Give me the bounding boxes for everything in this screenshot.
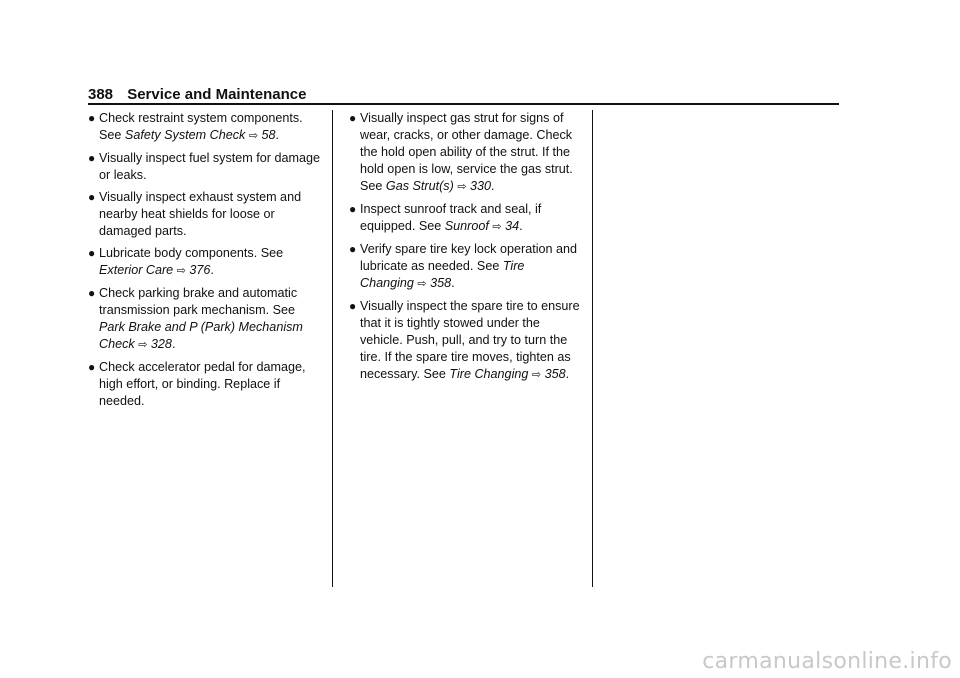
page-reference-arrow-icon: ⇨ [248, 130, 259, 142]
page-reference-number[interactable]: 328 [150, 337, 172, 351]
bullet-icon: ● [88, 360, 96, 374]
column-divider-right [592, 110, 593, 587]
bullet-icon: ● [88, 246, 96, 260]
page-reference-arrow-icon: ⇨ [176, 265, 186, 277]
bullet-icon: ● [88, 190, 96, 204]
watermark: carmanualsonline.info [702, 649, 952, 674]
list-item [88, 110, 324, 145]
item-text: Check accelerator pedal for damage, high effort, or binding. Replace if needed. [99, 360, 306, 408]
item-punctuation: . [451, 276, 455, 290]
item-text: Verify spare tire key lock operation and lubricate as needed. See [360, 242, 578, 273]
list-item [88, 285, 324, 354]
cross-reference-link[interactable]: Tire Changing [360, 259, 525, 290]
item-text: Check restraint system components. See [99, 111, 303, 142]
page-reference-number[interactable]: 34 [505, 219, 520, 233]
bullet-icon: ● [88, 151, 96, 165]
column-middle [349, 110, 581, 389]
item-text: Visually inspect gas strut for signs of wear, cracks, or other damage. Check the hold open ability of the strut. If the hold open is low, service the gas strut. See [360, 111, 573, 193]
cross-reference-link[interactable]: Park Brake and P (Park) Mechanism Check [99, 320, 303, 351]
page-reference-number[interactable]: 58 [261, 128, 276, 142]
page-reference-number[interactable]: 376 [189, 263, 211, 277]
item-punctuation: . [275, 128, 280, 142]
list-item [88, 189, 324, 240]
list-item [88, 245, 324, 280]
page-reference-arrow-icon: ⇨ [531, 369, 542, 381]
cross-reference-link[interactable]: Sunroof [444, 219, 489, 233]
list-item [88, 359, 324, 410]
checklist-middle [349, 110, 581, 384]
item-text: Visually inspect fuel system for damage or leaks. [99, 151, 320, 182]
page-reference-arrow-icon: ⇨ [417, 278, 427, 290]
list-item [349, 298, 581, 384]
checklist-left [88, 110, 324, 410]
page-reference-number[interactable]: 358 [544, 367, 566, 381]
page-reference-number[interactable]: 330 [470, 179, 492, 193]
page-reference-arrow-icon: ⇨ [138, 339, 148, 351]
column-left [88, 110, 324, 415]
item-punctuation: . [210, 263, 214, 277]
item-punctuation: . [519, 219, 523, 233]
bullet-icon: ● [349, 242, 357, 256]
item-text: Visually inspect the spare tire to ensure that it is tightly stowed under the vehicle. Push, pull, and try to turn the tire. If the spare tire moves, tighten as necessary. See [360, 299, 580, 381]
item-text: Lubricate body components. See [99, 246, 284, 260]
cross-reference-link[interactable]: Safety System Check [124, 128, 246, 142]
page-reference-arrow-icon: ⇨ [492, 221, 502, 233]
item-text: Visually inspect exhaust system and nearby heat shields for loose or damaged parts. [99, 190, 302, 238]
column-divider-left [332, 110, 333, 587]
page-reference-number[interactable]: 358 [430, 276, 452, 290]
cross-reference-link[interactable]: Exterior Care [99, 263, 174, 277]
item-punctuation: . [565, 367, 570, 381]
bullet-icon: ● [349, 202, 357, 216]
bullet-icon: ● [349, 299, 357, 313]
item-text: Check parking brake and automatic transmission park mechanism. See [99, 286, 298, 317]
bullet-icon: ● [349, 111, 357, 125]
cross-reference-link[interactable]: Gas Strut(s) [385, 179, 454, 193]
list-item [349, 201, 581, 236]
cross-reference-link[interactable]: Tire Changing [449, 367, 529, 381]
header-rule [88, 103, 839, 105]
list-item [88, 150, 324, 184]
page-reference-arrow-icon: ⇨ [457, 181, 467, 193]
bullet-icon: ● [88, 286, 96, 300]
list-item [349, 241, 581, 293]
item-punctuation: . [491, 179, 495, 193]
item-punctuation: . [171, 337, 176, 351]
bullet-icon: ● [88, 111, 96, 125]
item-text: Inspect sunroof track and seal, if equipped. See [360, 202, 542, 233]
list-item [349, 110, 581, 196]
section-title: Service and Maintenance [127, 86, 307, 103]
page-number: 388 [88, 86, 114, 103]
